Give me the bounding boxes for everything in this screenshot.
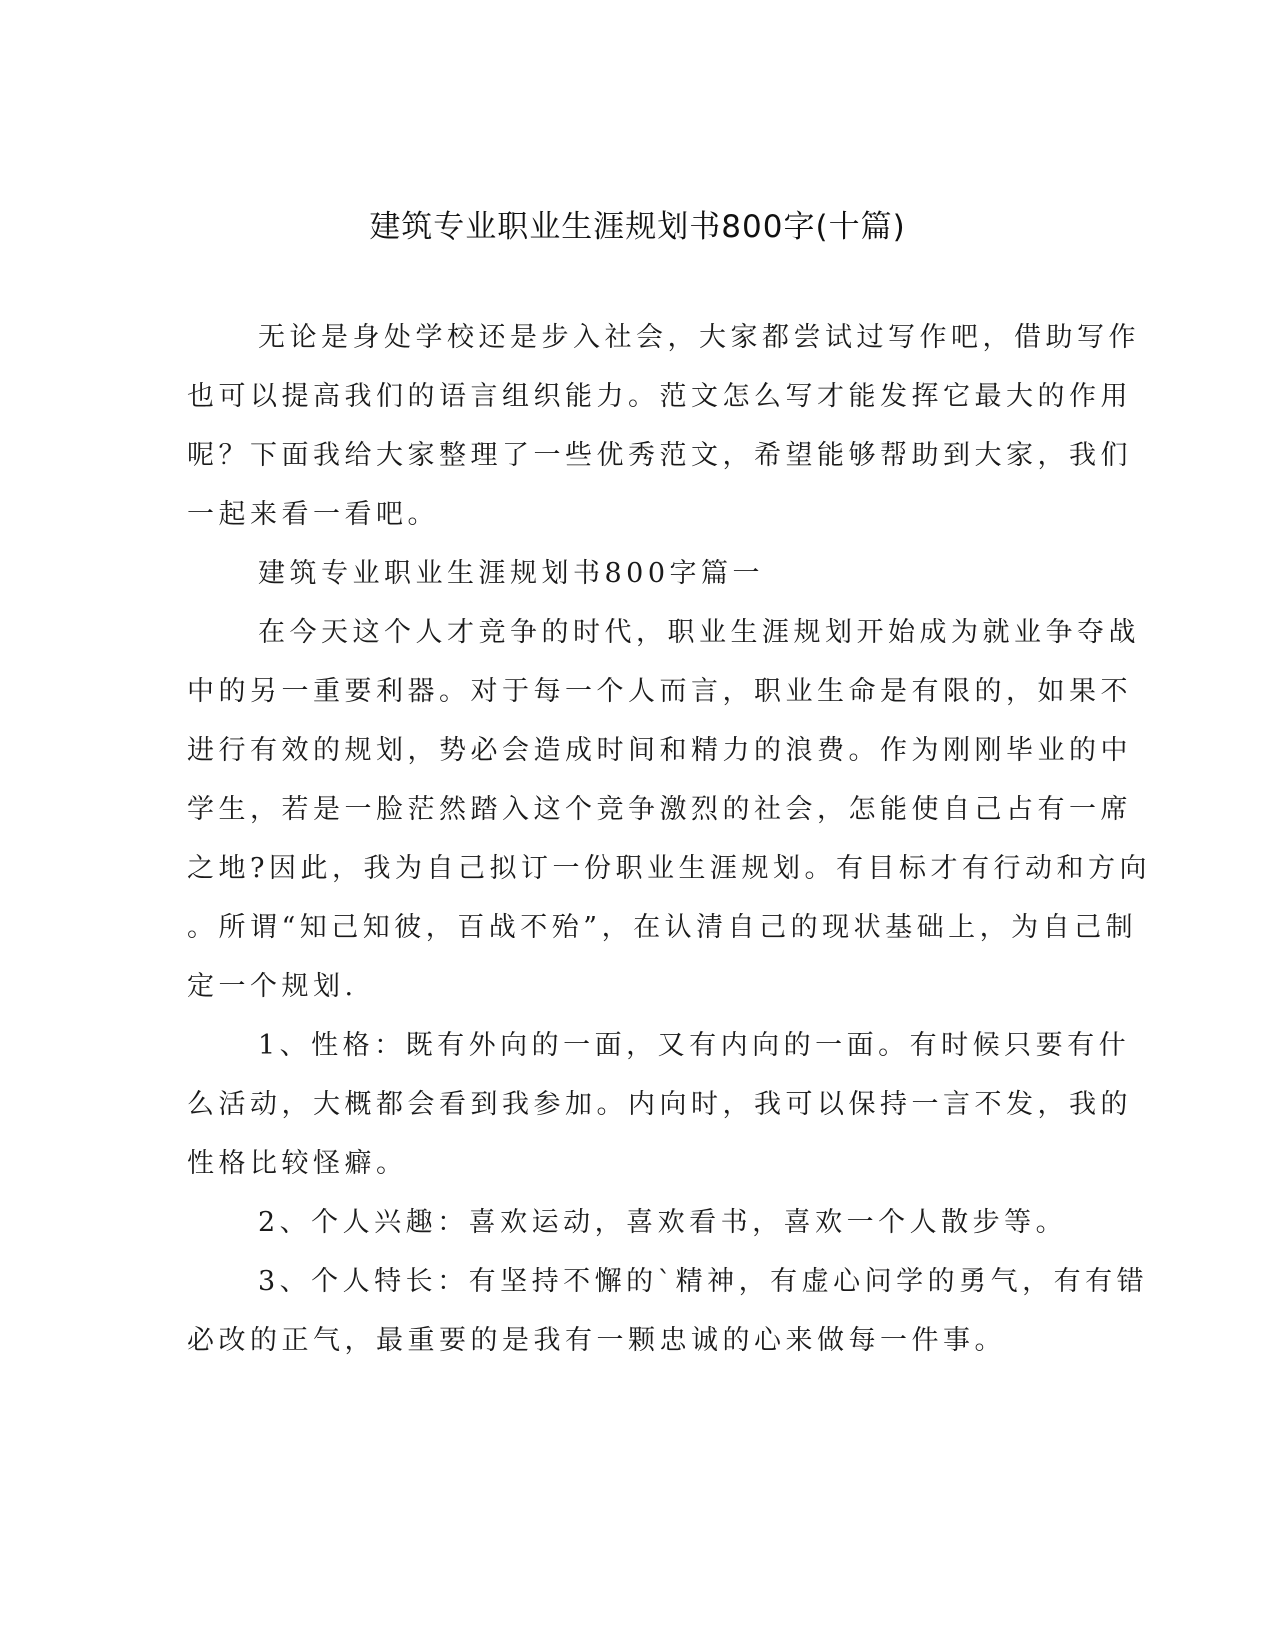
- paragraph-line: 么活动，大概都会看到我参加。内向时，我可以保持一言不发，我的: [187, 1089, 1132, 1120]
- paragraph-line: 在今天这个人才竞争的时代，职业生涯规划开始成为就业争夺战: [258, 617, 1140, 648]
- section-heading: 建筑专业职业生涯规划书800字篇一: [258, 558, 765, 589]
- paragraph-line: 2、个人兴趣：喜欢运动，喜欢看书，喜欢一个人散步等。: [258, 1207, 1068, 1238]
- paragraph-line: 一起来看一看吧。: [187, 499, 439, 530]
- paragraph-line: 之地?因此，我为自己拟订一份职业生涯规划。有目标才有行动和方向: [187, 853, 1151, 884]
- paragraph-line: 学生，若是一脸茫然踏入这个竞争激烈的社会，怎能使自己占有一席: [187, 794, 1132, 825]
- paragraph-line: 也可以提高我们的语言组织能力。范文怎么写才能发挥它最大的作用: [187, 381, 1132, 412]
- document-title: 建筑专业职业生涯规划书800字(十篇): [369, 209, 906, 245]
- paragraph-line: 1、性格：既有外向的一面，又有内向的一面。有时候只要有什: [258, 1030, 1131, 1061]
- paragraph-line: 。所谓“知己知彼，百战不殆”，在认清自己的现状基础上，为自己制: [187, 912, 1138, 943]
- paragraph-line: 呢？下面我给大家整理了一些优秀范文，希望能够帮助到大家，我们: [187, 440, 1132, 471]
- paragraph-line: 必改的正气，最重要的是我有一颗忠诚的心来做每一件事。: [187, 1325, 1006, 1356]
- paragraph-line: 性格比较怪癖。: [187, 1148, 408, 1179]
- paragraph-line: 进行有效的规划，势必会造成时间和精力的浪费。作为刚刚毕业的中: [187, 735, 1132, 766]
- paragraph-line: 定一个规划.: [187, 971, 358, 1002]
- paragraph-line: 3、个人特长：有坚持不懈的`精神，有虚心问学的勇气，有有错: [258, 1266, 1149, 1297]
- paragraph-line: 无论是身处学校还是步入社会，大家都尝试过写作吧，借助写作: [258, 322, 1140, 353]
- paragraph-line: 中的另一重要利器。对于每一个人而言，职业生命是有限的，如果不: [187, 676, 1132, 707]
